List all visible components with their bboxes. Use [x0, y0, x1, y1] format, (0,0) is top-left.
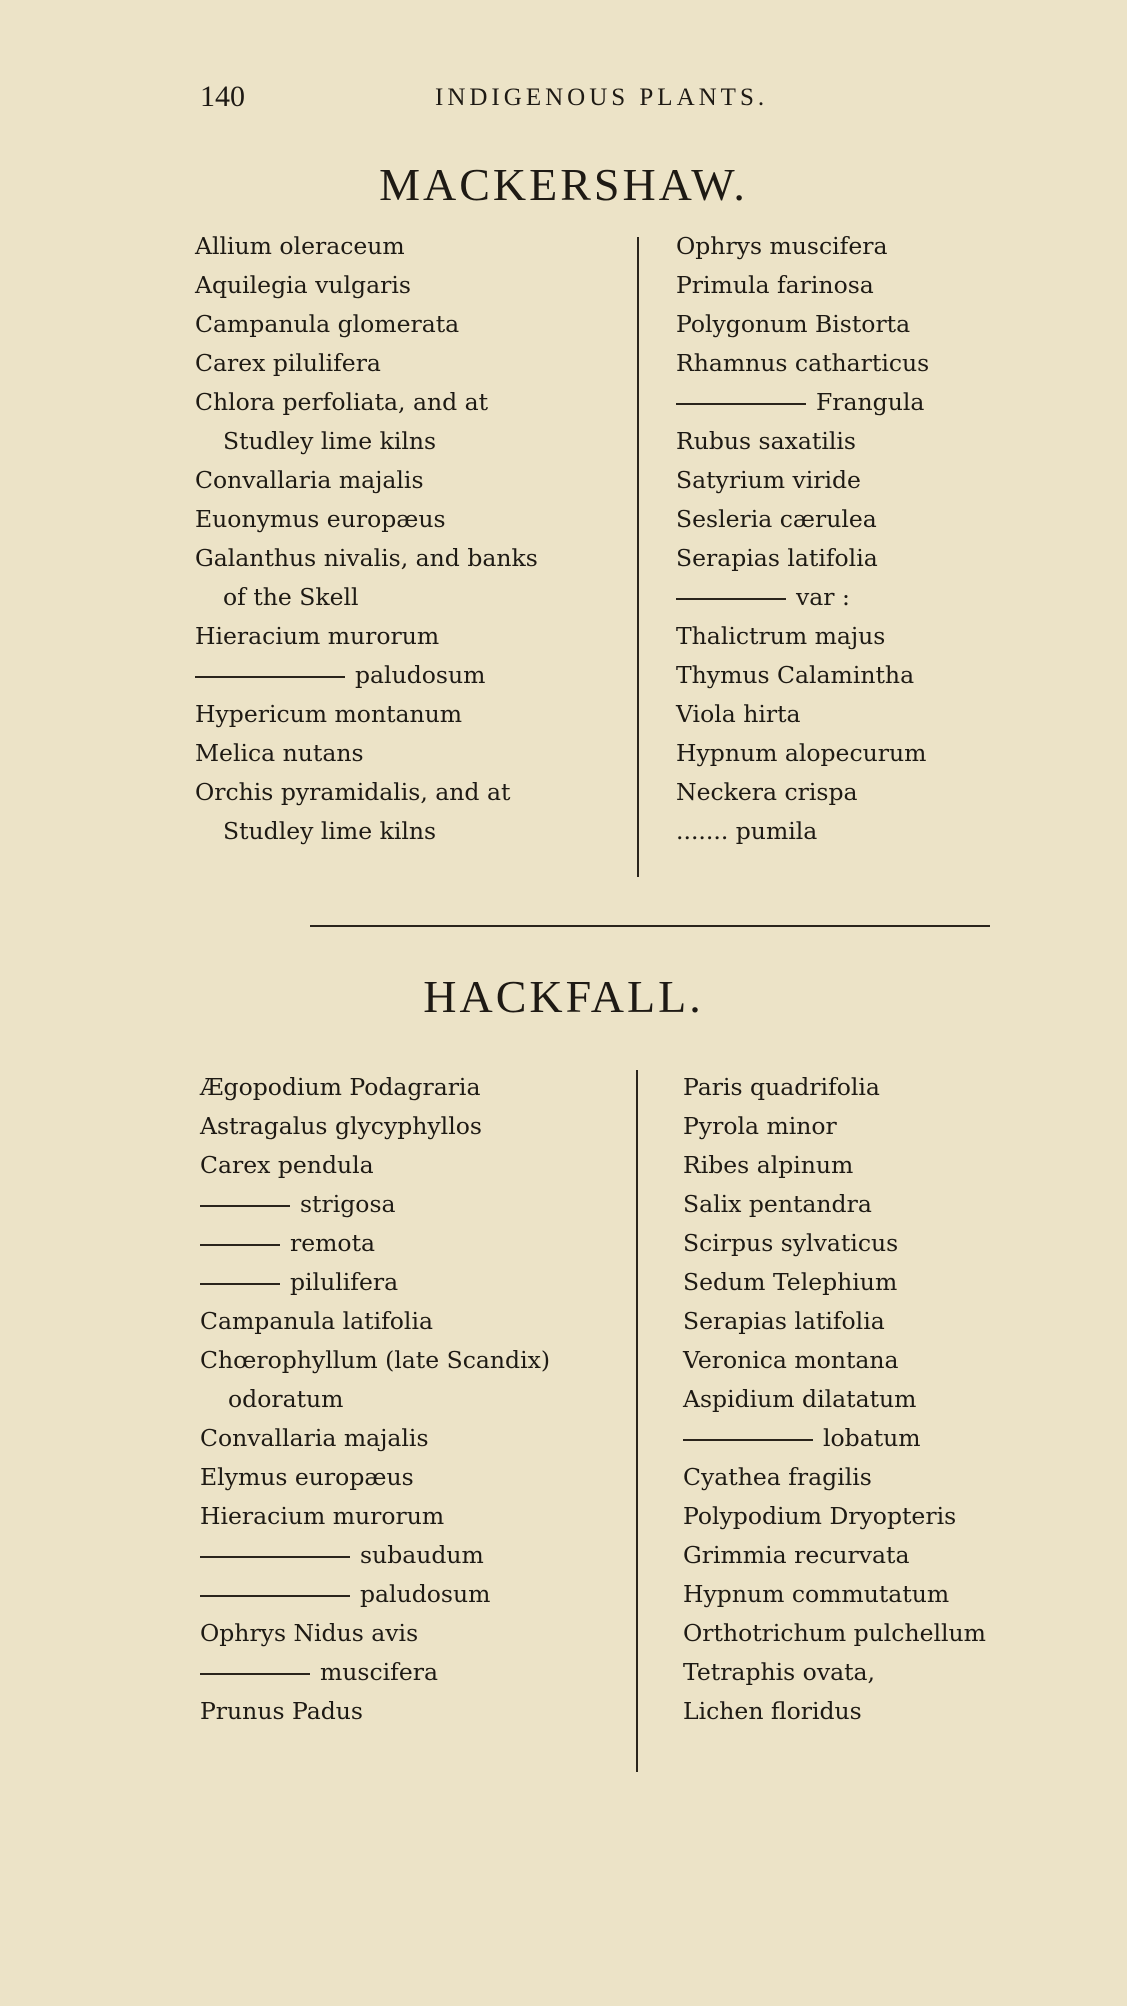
plant-entry: Pyrola minor	[683, 1112, 837, 1140]
ditto-dash	[683, 1439, 813, 1441]
plant-entry: Serapias latifolia	[683, 1307, 885, 1335]
plant-entry: Paris quadrifolia	[683, 1073, 880, 1101]
plant-entry: Viola hirta	[676, 700, 801, 728]
plant-entry	[200, 1185, 550, 1224]
hackfall-right-column	[683, 1068, 986, 1731]
plant-entry: Rhamnus catharticus	[676, 349, 930, 377]
plant-entry: Hieracium murorum	[200, 1502, 445, 1530]
plant-entry: ....... pumila	[676, 817, 818, 845]
plant-entry-text: paludosum	[360, 1580, 491, 1608]
plant-entry: Orchis pyramidalis, and at	[195, 778, 511, 806]
plant-entry: Allium oleraceum	[195, 232, 405, 260]
plant-entry	[676, 383, 929, 422]
ditto-dash	[200, 1595, 350, 1597]
plant-entry: Grimmia recurvata	[683, 1541, 910, 1569]
plant-entry: Satyrium viride	[676, 466, 861, 494]
plant-entry: Astragalus glycyphyllos	[200, 1112, 482, 1140]
plant-entry: Elymus europæus	[200, 1463, 414, 1491]
plant-entry-text: remota	[290, 1229, 376, 1257]
plant-entry: Serapias latifolia	[676, 544, 878, 572]
plant-entry: Hypericum montanum	[195, 700, 463, 728]
plant-entry-text: strigosa	[300, 1190, 396, 1218]
plant-entry: Studley lime kilns	[223, 817, 437, 845]
mackershaw-left-column	[195, 227, 538, 851]
plant-entry: Prunus Padus	[200, 1697, 363, 1725]
plant-entry: Polygonum Bistorta	[676, 310, 911, 338]
plant-entry: Thymus Calamintha	[676, 661, 915, 689]
plant-entry: Primula farinosa	[676, 271, 874, 299]
section-title-hackfall: HACKFALL.	[423, 971, 704, 1022]
plant-entry: Salix pentandra	[683, 1190, 872, 1218]
plant-entry	[683, 1419, 986, 1458]
plant-entry: Campanula glomerata	[195, 310, 460, 338]
plant-entry: Rubus saxatilis	[676, 427, 856, 455]
ditto-dash	[195, 676, 345, 678]
plant-entry-text: paludosum	[355, 661, 486, 689]
plant-entry: Lichen floridus	[683, 1697, 862, 1725]
plant-entry-text: Frangula	[816, 388, 925, 416]
plant-entry	[676, 578, 929, 617]
mackershaw-right-column	[676, 227, 929, 851]
ditto-dash	[200, 1283, 280, 1285]
plant-entry: Ophrys Nidus avis	[200, 1619, 419, 1647]
plant-entry: Cyathea fragilis	[683, 1463, 872, 1491]
ditto-dash	[676, 598, 786, 600]
page-header	[200, 80, 960, 120]
ditto-dash	[200, 1205, 290, 1207]
plant-entry: Neckera crispa	[676, 778, 858, 806]
plant-entry-text: pilulifera	[290, 1268, 399, 1296]
plant-entry: Veronica montana	[683, 1346, 899, 1374]
plant-entry: Polypodium Dryopteris	[683, 1502, 957, 1530]
plant-entry: Sesleria cærulea	[676, 505, 877, 533]
plant-entry: Ægopodium Podagraria	[200, 1073, 481, 1101]
column-divider	[636, 1070, 638, 1772]
ditto-dash	[200, 1244, 280, 1246]
plant-entry: Hypnum commutatum	[683, 1580, 950, 1608]
plant-entry-text: var :	[796, 583, 850, 611]
plant-entry	[200, 1263, 550, 1302]
plant-entry: Convallaria majalis	[195, 466, 424, 494]
ditto-dash	[676, 403, 806, 405]
section-title-mackershaw: MACKERSHAW.	[379, 159, 748, 210]
plant-entry	[200, 1224, 550, 1263]
plant-entry: Chœrophyllum (late Scandix)	[200, 1346, 551, 1374]
plant-entry: Ribes alpinum	[683, 1151, 854, 1179]
plant-entry: Hypnum alopecurum	[676, 739, 927, 767]
plant-entry-text: subaudum	[360, 1541, 484, 1569]
plant-entry: Euonymus europæus	[195, 505, 446, 533]
plant-entry: Campanula latifolia	[200, 1307, 433, 1335]
plant-entry	[200, 1536, 550, 1575]
plant-entry: Hieracium murorum	[195, 622, 440, 650]
page-number: 140	[200, 80, 245, 113]
plant-entry: Carex pendula	[200, 1151, 374, 1179]
hackfall-left-column	[200, 1068, 550, 1731]
plant-entry: odoratum	[228, 1385, 344, 1413]
section-separator-rule	[310, 925, 990, 927]
plant-entry: Carex pilulifera	[195, 349, 381, 377]
plant-entry	[195, 656, 538, 695]
plant-entry: Melica nutans	[195, 739, 364, 767]
plant-entry: Galanthus nivalis, and banks	[195, 544, 538, 572]
plant-entry: Chlora perfoliata, and at	[195, 388, 489, 416]
plant-entry: Convallaria majalis	[200, 1424, 429, 1452]
plant-entry	[200, 1575, 550, 1614]
plant-entry: Aspidium dilatatum	[683, 1385, 917, 1413]
ditto-dash	[200, 1673, 310, 1675]
plant-entry: Sedum Telephium	[683, 1268, 898, 1296]
running-title: INDIGENOUS PLANTS.	[435, 84, 769, 111]
column-divider	[637, 237, 639, 877]
plant-entry: Orthotrichum pulchellum	[683, 1619, 986, 1647]
plant-entry-text: muscifera	[320, 1658, 439, 1686]
plant-entry: Tetraphis ovata,	[683, 1658, 876, 1686]
plant-entry: Ophrys muscifera	[676, 232, 888, 260]
ditto-dash	[200, 1556, 350, 1558]
plant-entry: Thalictrum majus	[676, 622, 886, 650]
plant-entry: Aquilegia vulgaris	[195, 271, 411, 299]
plant-entry: Scirpus sylvaticus	[683, 1229, 899, 1257]
plant-entry	[200, 1653, 550, 1692]
plant-entry-text: lobatum	[823, 1424, 921, 1452]
plant-entry: of the Skell	[223, 583, 359, 611]
plant-entry: Studley lime kilns	[223, 427, 437, 455]
